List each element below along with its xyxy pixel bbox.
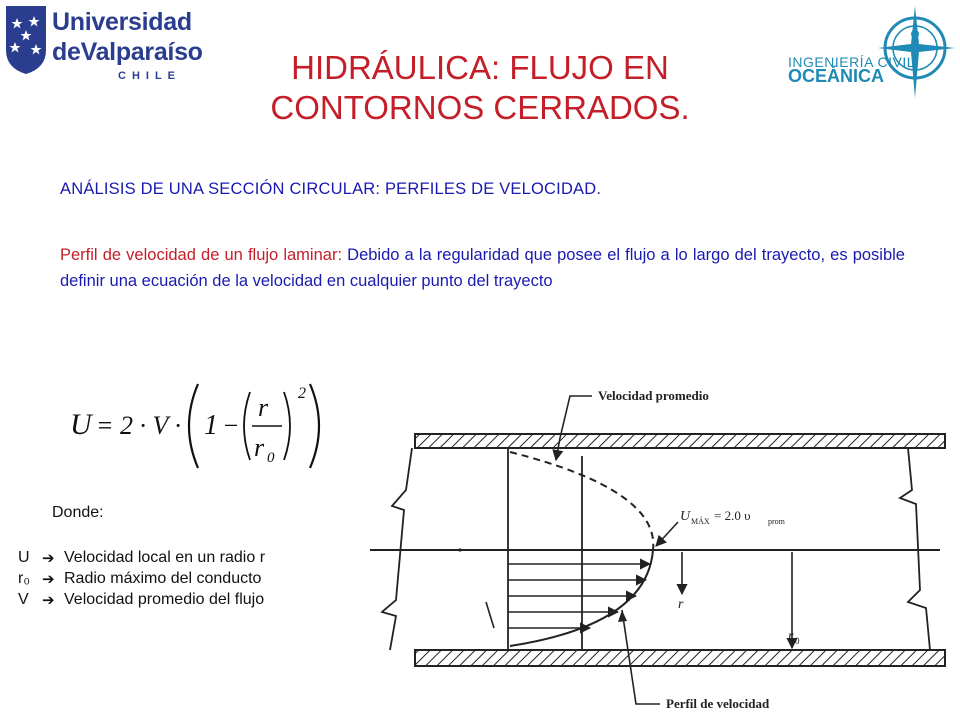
definition-text: Radio máximo del conducto (64, 570, 262, 587)
department-name-line2: OCEÁNICA (788, 66, 885, 86)
r-label: r (678, 597, 684, 612)
definition-row (18, 548, 265, 568)
r0-sub: 0 (795, 636, 800, 646)
definition-symbol: V (18, 591, 29, 608)
definition-symbol: r₀ (18, 570, 30, 587)
formula-numerator: r (258, 393, 269, 422)
definition-row (18, 569, 261, 589)
section-heading: ANÁLISIS DE UNA SECCIÓN CIRCULAR: PERFILES DE VELOCIDAD. (60, 180, 602, 198)
pipe-bottom-wall (415, 650, 945, 666)
paragraph-lead: Perfil de velocidad de un flujo laminar: (60, 246, 343, 264)
velocity-profile-label: Perfil de velocidad (666, 696, 770, 711)
body-paragraph (60, 242, 905, 294)
formula-denominator: r (254, 433, 265, 462)
right-arrow-icon: ➔ (42, 592, 55, 609)
definition-row (18, 590, 264, 610)
definition-symbol: U (18, 549, 30, 566)
formula-lhs: U (70, 408, 92, 441)
formula-one: 1 (204, 410, 218, 441)
university-name-line2: deValparaíso (52, 38, 203, 66)
umax-equation: = 2.0 υ (714, 508, 751, 523)
velocity-formula (60, 376, 350, 476)
where-label: Donde: (52, 504, 104, 521)
page-title: HIDRÁULICA: FLUJO EN CONTORNOS CERRADOS. (270, 49, 690, 126)
umax-sub2: prom (768, 517, 785, 526)
formula-denominator-sub: 0 (267, 450, 275, 466)
right-arrow-icon: ➔ (42, 550, 55, 567)
paragraph-body: Debido a la regularidad que posee el flujo a lo largo del trayecto, es posible definir una ecuación de la velocidad en cualquier punto del trayecto (60, 246, 905, 290)
formula-equals: = 2 · V · (96, 411, 181, 440)
university-name-line3: CHILE (118, 70, 181, 82)
formula-minus: − (222, 411, 240, 440)
velocity-profile-diagram (360, 380, 960, 720)
avg-velocity-label: Velocidad promedio (598, 388, 709, 403)
right-arrow-icon: ➔ (42, 571, 55, 588)
definition-text: Velocidad promedio del flujo (64, 591, 265, 608)
r0-label: r (788, 629, 794, 644)
formula-exponent: 2 (298, 385, 306, 402)
definition-text: Velocidad local en un radio r (64, 549, 266, 566)
umax-label: U (680, 509, 691, 524)
department-name-line1: INGENIERÍA CIVIL (788, 54, 916, 70)
pipe-top-wall (415, 434, 945, 448)
university-name-line1: Universidad (52, 8, 192, 36)
umax-sub: MÁX (691, 517, 710, 526)
university-shield-icon (4, 4, 48, 76)
